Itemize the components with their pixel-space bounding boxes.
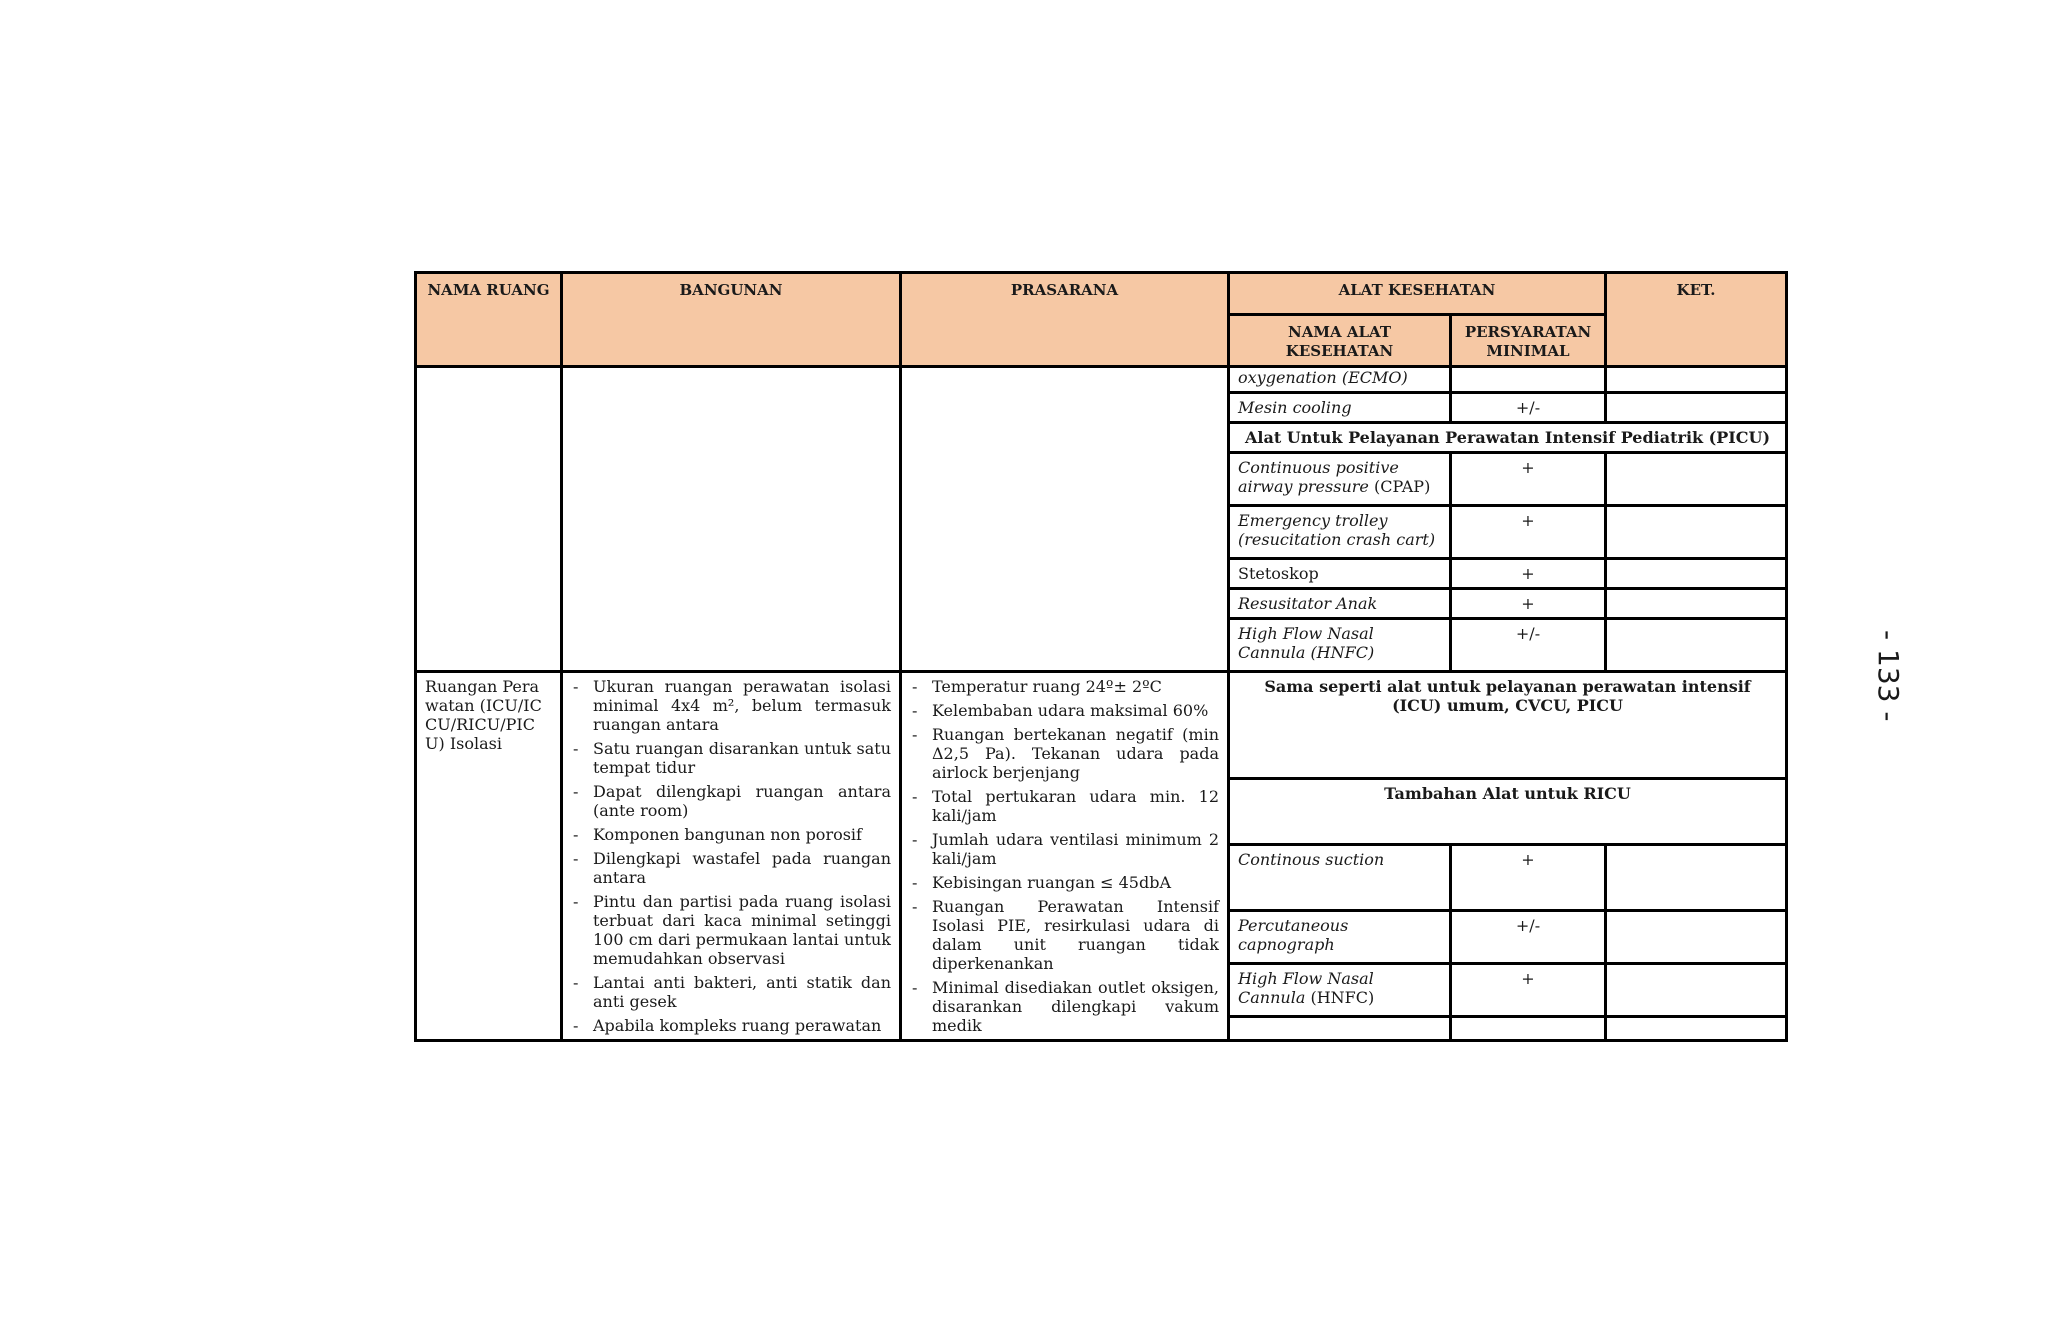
- ket-cell: [1606, 845, 1787, 911]
- empty-cell: [1451, 1016, 1606, 1040]
- list-item: - Ukuran ruangan perawatan isolasi minimal 4x4 m², belum termasuk ruangan antara: [571, 677, 891, 734]
- header-nama-alat: NAMA ALAT KESEHATAN: [1229, 315, 1451, 367]
- ket-cell: [1606, 910, 1787, 963]
- equipment-name: oxygenation (ECMO): [1229, 367, 1451, 393]
- same-as-title: Sama seperti alat untuk pelayanan perawatan intensif (ICU) umum, CVCU, PICU: [1229, 672, 1787, 779]
- equipment-requirement: +: [1451, 453, 1606, 506]
- prasarana-list: [910, 677, 1219, 1035]
- list-item: - Dilengkapi wastafel pada ruangan antara: [571, 849, 891, 887]
- equipment-requirement: [1451, 367, 1606, 393]
- header-persyaratan: PERSYARATAN MINIMAL: [1451, 315, 1606, 367]
- bangunan-cell: [562, 672, 901, 1041]
- equipment-name: High Flow Nasal Cannula (HNFC): [1229, 619, 1451, 672]
- list-item: - Dapat dilengkapi ruangan antara (ante room): [571, 782, 891, 820]
- equipment-name: Stetoskop: [1229, 559, 1451, 589]
- equipment-name: Resusitator Anak: [1229, 589, 1451, 619]
- equipment-name: Percutaneous capnograph: [1229, 910, 1451, 963]
- list-item: - Pintu dan partisi pada ruang isolasi terbuat dari kaca minimal setinggi 100 cm dari permukaan lantai untuk memudahkan observasi: [571, 892, 891, 968]
- room-name: Ruangan Perawatan (ICU/ICCU/RICU/PICU) Isolasi: [416, 672, 562, 1041]
- list-item: - Minimal disediakan outlet oksigen, disarankan dilengkapi vakum medik: [910, 978, 1219, 1035]
- equipment-name: Continous suction: [1229, 845, 1451, 911]
- equipment-requirement: +/-: [1451, 393, 1606, 423]
- equipment-requirement: +: [1451, 845, 1606, 911]
- equipment-name: Mesin cooling: [1229, 393, 1451, 423]
- ricu-section-title: Tambahan Alat untuk RICU: [1229, 779, 1787, 845]
- equipment-requirement: +: [1451, 559, 1606, 589]
- equipment-name: Continuous positive airway pressure (CPAP): [1229, 453, 1451, 506]
- list-item: - Total pertukaran udara min. 12 kali/jam: [910, 787, 1219, 825]
- equipment-name: Emergency trolley (resucitation crash cart): [1229, 506, 1451, 559]
- empty-cell: [1229, 1016, 1451, 1040]
- table-row: [416, 672, 1787, 779]
- equipment-requirement: +/-: [1451, 910, 1606, 963]
- ket-cell: [1606, 963, 1787, 1016]
- empty-room-cell: [416, 367, 562, 672]
- ket-cell: [1606, 506, 1787, 559]
- list-item: - Ruangan Perawatan Intensif Isolasi PIE, resirkulasi udara di dalam unit ruangan tidak diperkenankan: [910, 897, 1219, 973]
- ket-cell: [1606, 393, 1787, 423]
- header-prasarana: PRASARANA: [901, 273, 1229, 367]
- list-item: - Jumlah udara ventilasi minimum 2 kali/jam: [910, 830, 1219, 868]
- ket-cell: [1606, 453, 1787, 506]
- table-row: [416, 367, 1787, 393]
- page-number: - 133 -: [1872, 630, 1905, 722]
- requirements-table: [414, 271, 1788, 1042]
- header-ket: KET.: [1606, 273, 1787, 367]
- ket-cell: [1606, 1016, 1787, 1040]
- bangunan-list: [571, 677, 891, 1035]
- picu-section-title: Alat Untuk Pelayanan Perawatan Intensif Pediatrik (PICU): [1229, 423, 1787, 453]
- list-item: - Ruangan bertekanan negatif (min Δ2,5 Pa). Tekanan udara pada airlock berjenjang: [910, 725, 1219, 782]
- ket-cell: [1606, 589, 1787, 619]
- list-item: - Apabila kompleks ruang perawatan: [571, 1016, 891, 1035]
- list-item: - Kelembaban udara maksimal 60%: [910, 701, 1219, 720]
- empty-bangunan-cell: [562, 367, 901, 672]
- equipment-requirement: +: [1451, 963, 1606, 1016]
- list-item: - Temperatur ruang 24º± 2ºC: [910, 677, 1219, 696]
- equipment-requirement: +/-: [1451, 619, 1606, 672]
- equipment-requirement: +: [1451, 589, 1606, 619]
- list-item: - Satu ruangan disarankan untuk satu tempat tidur: [571, 739, 891, 777]
- list-item: - Kebisingan ruangan ≤ 45dbA: [910, 873, 1219, 892]
- list-item: - Lantai anti bakteri, anti statik dan anti gesek: [571, 973, 891, 1011]
- ket-cell: [1606, 619, 1787, 672]
- equipment-requirement: +: [1451, 506, 1606, 559]
- header-bangunan: BANGUNAN: [562, 273, 901, 367]
- ket-cell: [1606, 367, 1787, 393]
- header-alat-kesehatan: ALAT KESEHATAN: [1229, 273, 1606, 315]
- header-nama-ruang: NAMA RUANG: [416, 273, 562, 367]
- prasarana-cell: [901, 672, 1229, 1041]
- equipment-name: High Flow Nasal Cannula (HNFC): [1229, 963, 1451, 1016]
- empty-prasarana-cell: [901, 367, 1229, 672]
- ket-cell: [1606, 559, 1787, 589]
- header-row: [416, 273, 1787, 315]
- list-item: - Komponen bangunan non porosif: [571, 825, 891, 844]
